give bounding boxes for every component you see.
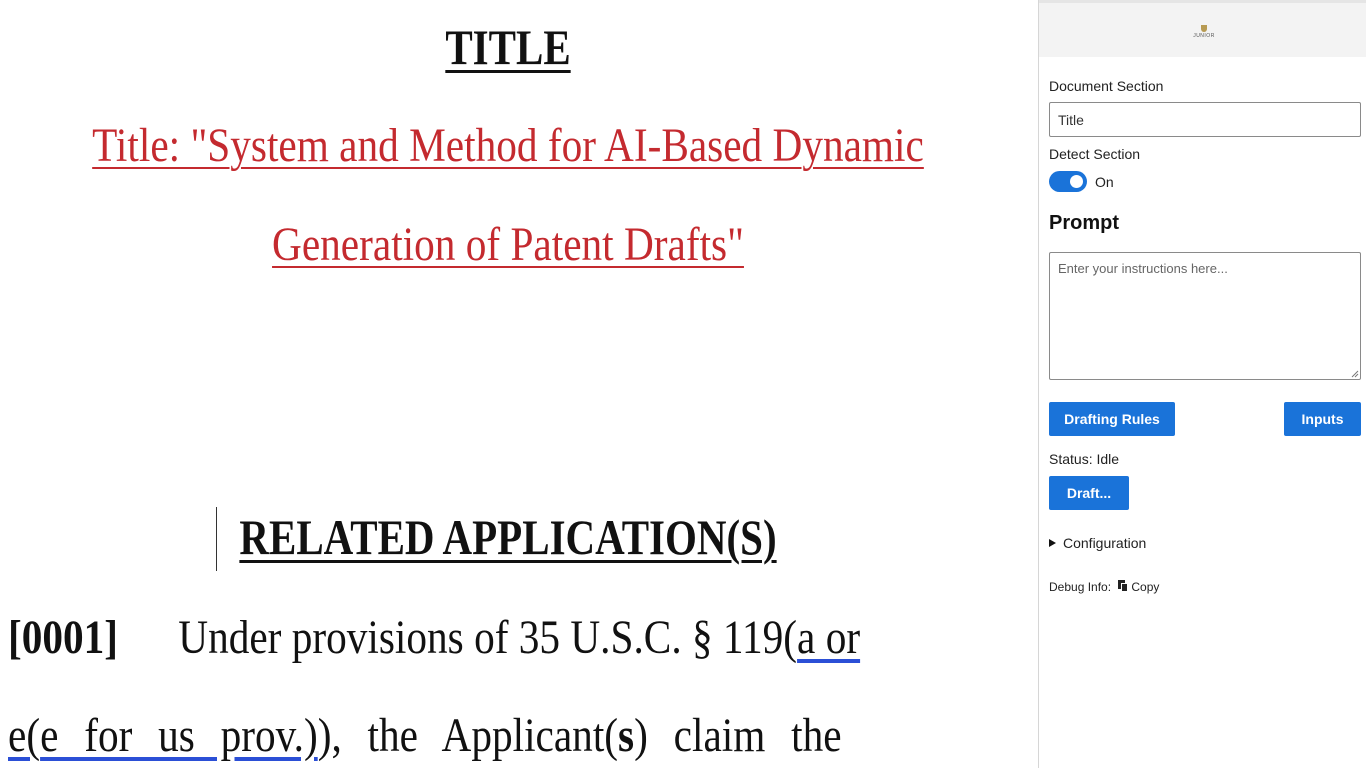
logo-icon xyxy=(1201,25,1207,32)
copy-button[interactable] xyxy=(1118,580,1159,594)
title-heading: TITLE xyxy=(445,19,571,75)
inputs-button[interactable]: Inputs xyxy=(1284,402,1361,436)
logo-text: JUNIOR xyxy=(1193,33,1215,39)
title-text-line-2: Generation of Patent Drafts" xyxy=(272,218,744,271)
detect-section-label: Detect Section xyxy=(1049,146,1141,162)
prompt-textarea[interactable] xyxy=(1049,252,1361,380)
paragraph-line-2 xyxy=(8,708,873,763)
detect-section-toggle[interactable] xyxy=(1049,171,1087,192)
field-link[interactable]: e for us prov.) xyxy=(40,709,318,762)
paragraph-line-1 xyxy=(8,610,873,665)
title-text-line-1: Title: "System and Method for AI-Based Dynamic xyxy=(92,119,924,172)
debug-info-label: Debug Info: xyxy=(1049,580,1112,594)
field-link[interactable]: e( xyxy=(8,709,41,762)
paragraph-text: ), the Applicant( xyxy=(317,709,619,762)
debug-info-row xyxy=(1049,580,1159,594)
paragraph-text: Under provisions of 35 U.S.C. § 119( xyxy=(178,611,798,664)
configuration-label: Configuration xyxy=(1063,535,1147,551)
app-logo xyxy=(1192,25,1216,39)
configuration-disclosure[interactable] xyxy=(1049,535,1146,551)
toggle-knob xyxy=(1070,175,1083,188)
draft-button[interactable]: Draft... xyxy=(1049,476,1129,510)
paragraph-text: ) claim the xyxy=(634,709,842,762)
toggle-state-label: On xyxy=(1095,174,1114,190)
caret-right-icon xyxy=(1049,539,1056,547)
document-section-label: Document Section xyxy=(1049,78,1164,94)
related-applications-heading: RELATED APPLICATION(S) xyxy=(239,509,777,565)
prompt-heading: Prompt xyxy=(1049,212,1119,234)
task-pane xyxy=(1038,0,1366,768)
status-text: Status: Idle xyxy=(1049,451,1120,467)
drafting-rules-button[interactable]: Drafting Rules xyxy=(1049,402,1175,436)
paragraph-bold-text: s xyxy=(618,709,635,762)
paragraph-number: [0001] xyxy=(8,611,119,664)
field-link[interactable]: a or xyxy=(797,611,861,664)
copy-label: Copy xyxy=(1131,580,1160,594)
pane-header xyxy=(1039,0,1366,57)
document-section-input[interactable] xyxy=(1049,102,1361,137)
copy-icon xyxy=(1118,580,1128,592)
